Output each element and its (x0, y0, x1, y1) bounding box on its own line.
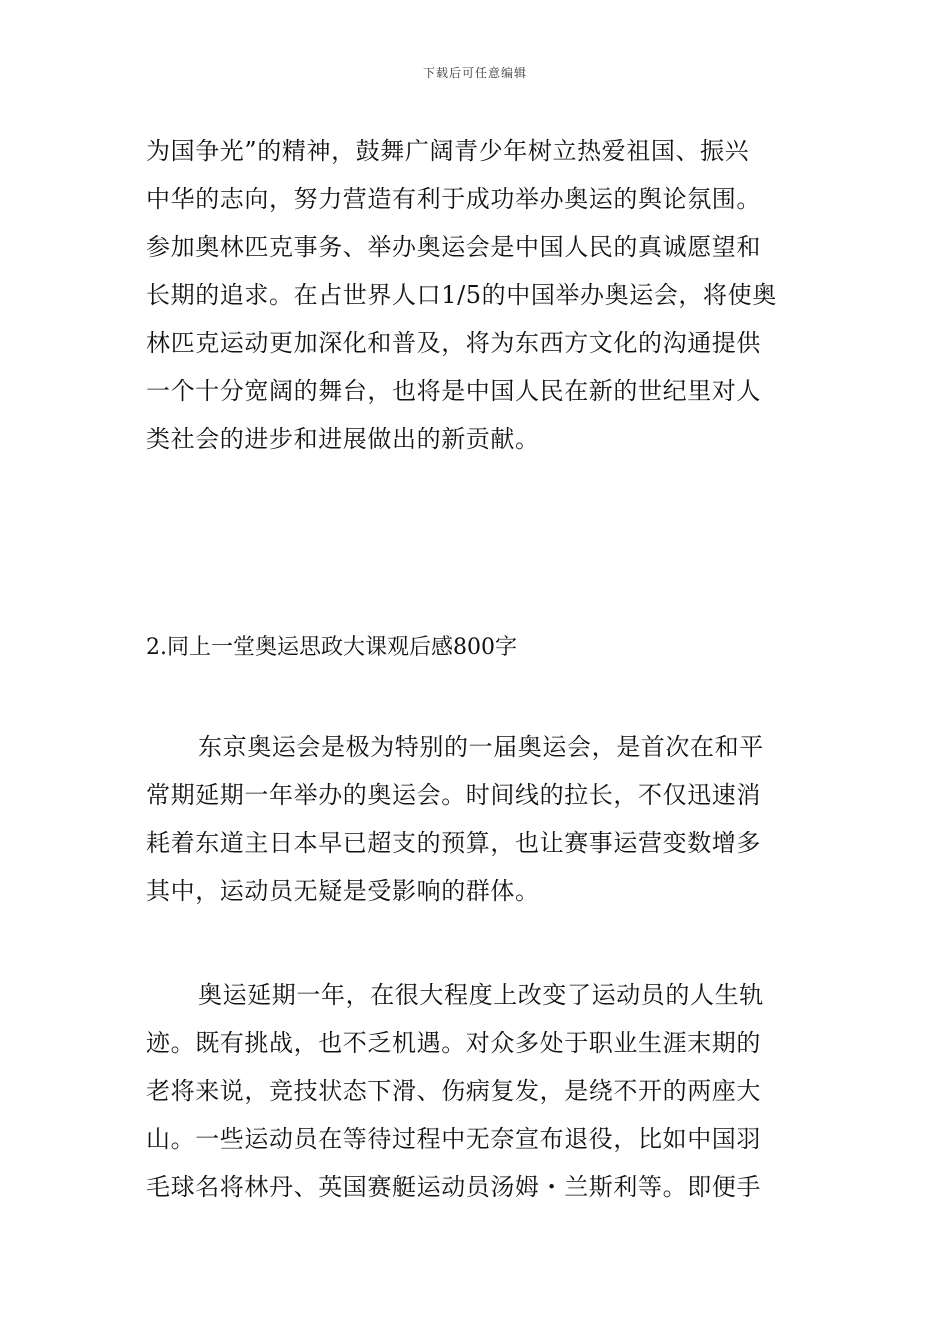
text-line: 山。一些运动员在等待过程中无奈宣布退役，比如中国羽 (146, 1125, 761, 1153)
text-line: 林匹克运动更加深化和普及，将为东西方文化的沟通提供 (146, 329, 761, 357)
text-line: 常期延期一年举办的奥运会。时间线的拉长，不仅迅速消 (146, 781, 761, 809)
page-header: 下载后可任意编辑 (422, 66, 527, 80)
text-line: 奥运延期一年，在很大程度上改变了运动员的人生轨 (198, 981, 764, 1009)
paragraph-postponement-impact (146, 971, 810, 1211)
text-line: 东京奥运会是极为特别的一届奥运会，是首次在和平 (198, 733, 764, 761)
text-line: 参加奥林匹克事务、举办奥运会是中国人民的真诚愿望和 (146, 233, 761, 261)
text-line: 迹。既有挑战，也不乏机遇。对众多处于职业生涯末期的 (146, 1029, 761, 1057)
text-line: 一个十分宽阔的舞台，也将是中国人民在新的世纪里对人 (146, 377, 761, 405)
text-line: 中华的志向，努力营造有利于成功举办奥运的舆论氛围。 (146, 185, 761, 213)
text-line: 其中，运动员无疑是受影响的群体。 (146, 877, 540, 905)
text-line: 类社会的进步和进展做出的新贡献。 (146, 425, 540, 453)
text-line: 耗着东道主日本早已超支的预算，也让赛事运营变数增多 (146, 829, 761, 857)
text-line: 老将来说，竞技状态下滑、伤病复发，是绕不开的两座大 (146, 1077, 761, 1105)
section-heading: 2.同上一堂奥运思政大课观后感800字 (146, 635, 517, 660)
text-line: 为国争光”的精神，鼓舞广阔青少年树立热爱祖国、振兴 (146, 137, 750, 165)
text-line: 长期的追求。在占世界人口1/5的中国举办奥运会，将使奥 (146, 281, 777, 309)
paragraph-olympic-honor (146, 127, 810, 463)
paragraph-tokyo-olympics (146, 723, 810, 915)
text-line: 毛球名将林丹、英国赛艇运动员汤姆・兰斯利等。即便手 (146, 1173, 761, 1201)
